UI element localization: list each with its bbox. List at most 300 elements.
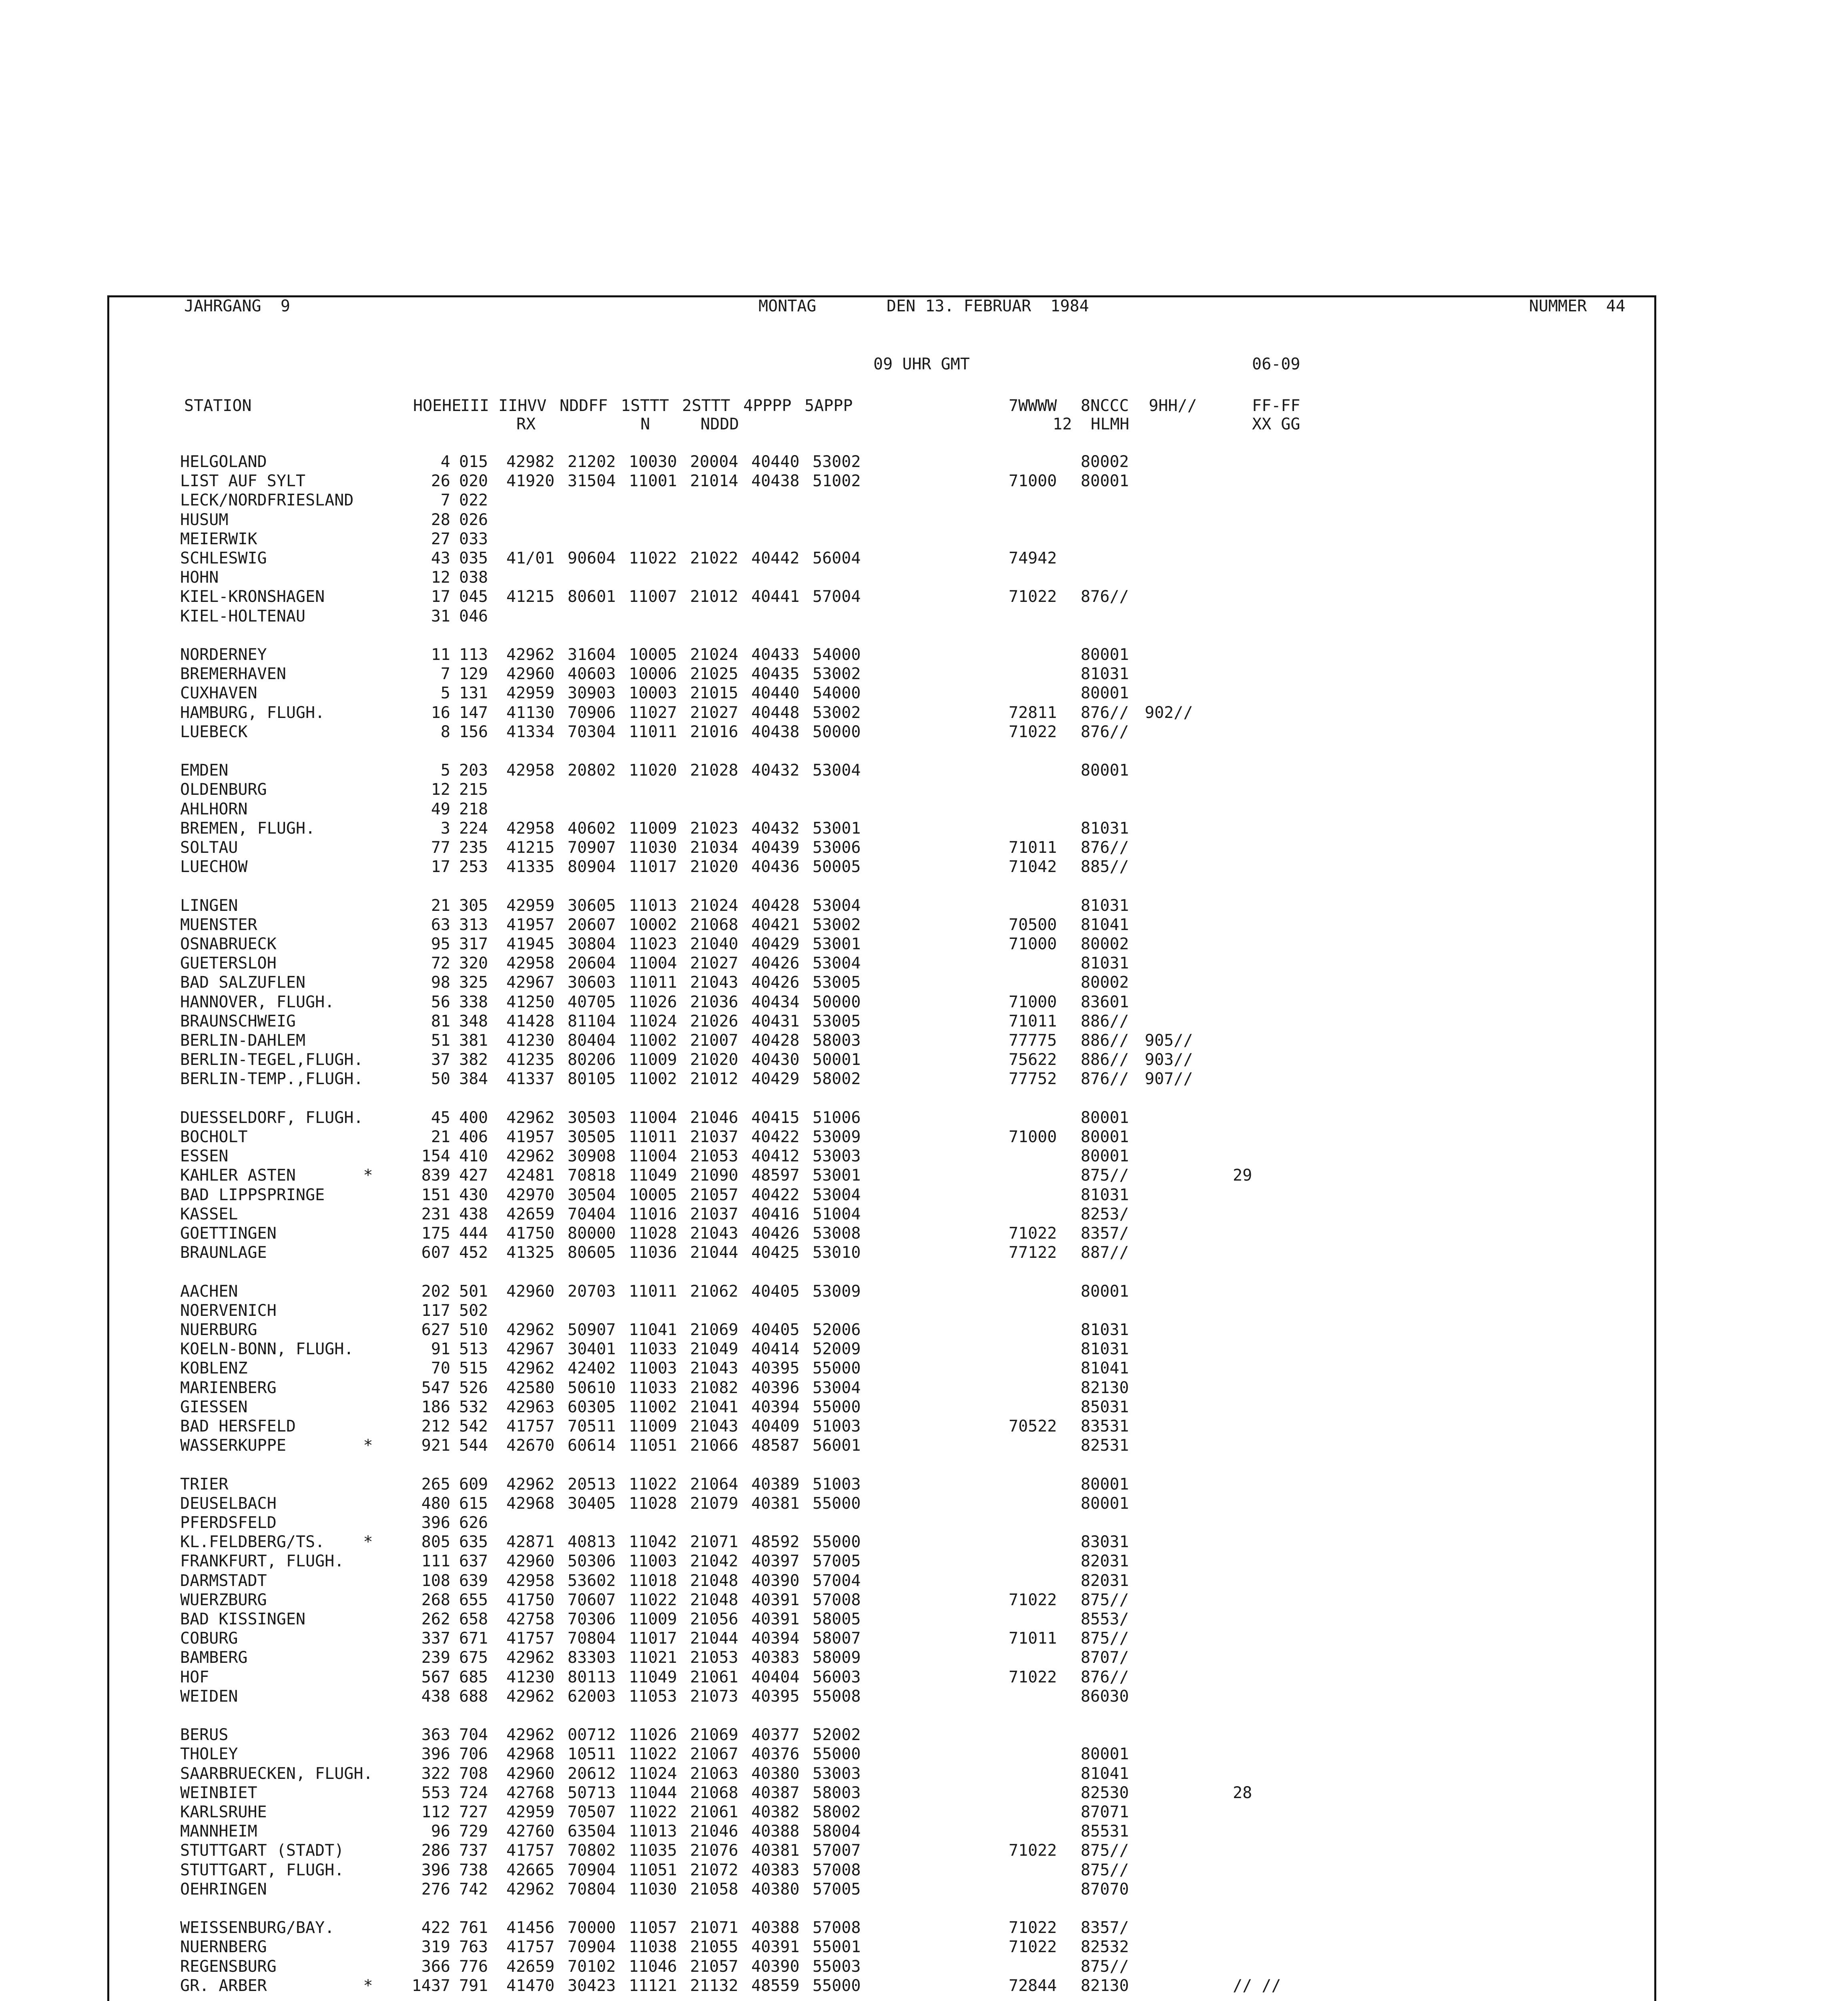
station-name: STUTTGART, FLUGH. [180, 1861, 344, 1879]
col-2sttt: 2STTT [682, 397, 730, 415]
nddff: 30908 [568, 1147, 616, 1166]
table-row [180, 1243, 1129, 1262]
table-row [180, 1764, 1129, 1783]
station-name: WASSERKUPPE * [180, 1436, 373, 1455]
nddff: 30423 [568, 1976, 616, 1995]
station-iii: 515 [459, 1359, 488, 1378]
table-row [180, 1957, 1129, 1976]
t1: 11009 [629, 1417, 677, 1436]
station-iii: 544 [459, 1436, 488, 1455]
table-row [180, 471, 1129, 491]
nccc: 80001 [1081, 1108, 1129, 1127]
wwww: 77752 [1009, 1070, 1057, 1089]
nddff: 70904 [568, 1938, 616, 1957]
station-hoehe: 4 [440, 453, 450, 471]
pppp: 40381 [751, 1494, 800, 1513]
t1: 11038 [629, 1938, 677, 1957]
nccc: 80001 [1081, 1128, 1129, 1146]
station-name: STUTTGART (STADT) [180, 1841, 344, 1860]
t2: 21067 [690, 1745, 738, 1764]
station-name: BAD LIPPSPRINGE [180, 1185, 325, 1204]
appp: 51004 [813, 1205, 861, 1223]
t2: 21068 [690, 915, 738, 934]
t1: 11027 [629, 703, 677, 722]
station-iii: 430 [459, 1185, 488, 1204]
t2: 21063 [690, 1764, 738, 1783]
nccc: 83531 [1081, 1417, 1129, 1436]
station-name: MEIERWIK [180, 529, 257, 548]
nddff: 40705 [568, 992, 616, 1011]
station-iii: 510 [459, 1321, 488, 1339]
station-name: NOERVENICH [180, 1301, 277, 1320]
nddff: 30903 [568, 684, 616, 703]
t1: 11023 [629, 935, 677, 953]
t2: 21057 [690, 1185, 738, 1204]
t2: 20004 [690, 453, 738, 471]
t1: 11028 [629, 1224, 677, 1243]
station-iii: 218 [459, 800, 488, 818]
t1: 11051 [629, 1861, 677, 1879]
t1: 11011 [629, 1282, 677, 1301]
pppp: 40441 [751, 587, 800, 606]
nccc: 81031 [1081, 1340, 1129, 1359]
nccc: 87071 [1081, 1803, 1129, 1821]
wwww: 71000 [1009, 992, 1057, 1011]
col-1sttt-sub: N [640, 415, 650, 433]
t1: 11009 [629, 1051, 677, 1069]
iihvv: 42962 [506, 1108, 555, 1127]
t1: 11026 [629, 1726, 677, 1744]
iihvv: 41215 [506, 587, 555, 606]
station-name: NORDERNEY [180, 646, 267, 664]
station-iii: 045 [459, 587, 488, 606]
nccc: 886// [1081, 1031, 1129, 1050]
appp: 53002 [813, 665, 861, 684]
station-hoehe: 231 [421, 1205, 450, 1223]
table-row [180, 954, 1129, 973]
station-hoehe: 438 [421, 1687, 450, 1706]
iihvv: 42962 [506, 1726, 555, 1744]
wwww: 71000 [1009, 935, 1057, 953]
t2: 21043 [690, 973, 738, 992]
appp: 50005 [813, 858, 861, 876]
t2: 21016 [690, 722, 738, 741]
station-hoehe: 262 [421, 1610, 450, 1628]
station-hoehe: 422 [421, 1919, 450, 1937]
nddff: 31604 [568, 646, 616, 664]
t1: 11024 [629, 1764, 677, 1783]
nccc: 81031 [1081, 819, 1129, 838]
t1: 10003 [629, 684, 677, 703]
nccc: 886// [1081, 1012, 1129, 1031]
pppp: 40388 [751, 1822, 800, 1841]
station-hoehe: 7 [440, 665, 450, 684]
appp: 51003 [813, 1475, 861, 1494]
station-hoehe: 480 [421, 1494, 450, 1513]
t2: 21025 [690, 665, 738, 684]
table-row [180, 1918, 1129, 1937]
nccc: 887// [1081, 1243, 1129, 1262]
pppp: 40422 [751, 1185, 800, 1204]
col-iihvv-sub: RX [516, 415, 536, 433]
t2: 21049 [690, 1340, 738, 1359]
iihvv: 41337 [506, 1070, 555, 1089]
iihvv: 42659 [506, 1957, 555, 1976]
appp: 53005 [813, 1012, 861, 1031]
pppp: 40426 [751, 1224, 800, 1243]
pppp: 40412 [751, 1147, 800, 1166]
col-1sttt: 1STTT [621, 397, 669, 415]
station-hoehe: 12 [431, 780, 450, 799]
station-name: BERLIN-TEGEL,FLUGH. [180, 1051, 363, 1069]
appp: 53004 [813, 896, 861, 915]
appp: 56004 [813, 549, 861, 567]
table-row [180, 1475, 1129, 1494]
t2: 21034 [690, 838, 738, 857]
iihvv: 41335 [506, 858, 555, 876]
station-iii: 038 [459, 568, 488, 587]
nddff: 20612 [568, 1764, 616, 1783]
t1: 10006 [629, 665, 677, 684]
nddff: 70102 [568, 1957, 616, 1976]
table-row [180, 1185, 1129, 1205]
col-8nccc-sub: HLMH [1091, 415, 1130, 433]
iihvv: 41456 [506, 1919, 555, 1937]
iihvv: 41230 [506, 1031, 555, 1050]
appp: 53001 [813, 935, 861, 953]
table-row [180, 1590, 1129, 1610]
station-name: LUEBECK [180, 722, 248, 741]
weekday-label: MONTAG [758, 297, 817, 315]
station-hoehe: 117 [421, 1301, 450, 1320]
pppp: 40430 [751, 1051, 800, 1069]
station-hoehe: 7 [440, 491, 450, 510]
table-row [180, 1166, 1252, 1185]
station-hoehe: 553 [421, 1783, 450, 1802]
nddff: 20703 [568, 1282, 616, 1301]
t2: 21015 [690, 684, 738, 703]
station-name: BREMERHAVEN [180, 665, 286, 684]
pppp: 40391 [751, 1590, 800, 1609]
station-iii: 671 [459, 1629, 488, 1648]
nccc: 80001 [1081, 1494, 1129, 1513]
table-row [180, 1725, 874, 1744]
pppp: 40405 [751, 1282, 800, 1301]
table-row [180, 780, 874, 799]
station-name: PFERDSFELD [180, 1514, 277, 1532]
station-name: BRAUNLAGE [180, 1243, 267, 1262]
station-name: FRANKFURT, FLUGH. [180, 1552, 344, 1571]
nddff: 70511 [568, 1417, 616, 1436]
table-row [180, 1205, 1129, 1224]
nccc: 875// [1081, 1861, 1129, 1879]
appp: 52009 [813, 1340, 861, 1359]
t1: 11022 [629, 1590, 677, 1609]
wwww: 77122 [1009, 1243, 1057, 1262]
station-hoehe: 337 [421, 1629, 450, 1648]
iihvv: 41334 [506, 722, 555, 741]
wwww: 77775 [1009, 1031, 1057, 1050]
station-hoehe: 276 [421, 1880, 450, 1899]
t1: 11042 [629, 1533, 677, 1552]
nddff: 81104 [568, 1012, 616, 1031]
col-7wwww-sub: 12 [1053, 415, 1072, 433]
wwww: 71022 [1009, 1668, 1057, 1686]
wwww: 71011 [1009, 1012, 1057, 1031]
station-iii: 704 [459, 1726, 488, 1744]
iihvv: 42962 [506, 1687, 555, 1706]
appp: 58007 [813, 1629, 861, 1648]
nddff: 31504 [568, 472, 616, 491]
station-name: GR. ARBER * [180, 1976, 373, 1995]
station-hoehe: 16 [431, 703, 450, 722]
pppp: 40421 [751, 915, 800, 934]
iihvv: 42959 [506, 896, 555, 915]
t2: 21022 [690, 549, 738, 567]
table-row [180, 1629, 1129, 1648]
nddff: 30401 [568, 1340, 616, 1359]
nccc: 875// [1081, 1590, 1129, 1609]
station-hoehe: 627 [421, 1321, 450, 1339]
t2: 21048 [690, 1590, 738, 1609]
station-hoehe: 17 [431, 587, 450, 606]
table-row [180, 549, 1057, 568]
station-hoehe: 51 [431, 1031, 450, 1050]
appp: 58003 [813, 1031, 861, 1050]
station-hoehe: 96 [431, 1822, 450, 1841]
nddff: 70306 [568, 1610, 616, 1628]
station-hoehe: 11 [431, 646, 450, 664]
station-name: AACHEN [180, 1282, 238, 1301]
station-name: LINGEN [180, 896, 238, 915]
t1: 11002 [629, 1070, 677, 1089]
station-iii: 406 [459, 1128, 488, 1146]
station-iii: 253 [459, 858, 488, 876]
pppp: 40383 [751, 1861, 800, 1879]
nccc: 82031 [1081, 1571, 1129, 1590]
station-name: BAD KISSINGEN [180, 1610, 306, 1628]
station-name: NUERNBERG [180, 1938, 267, 1957]
station-iii: 046 [459, 607, 488, 626]
nddff: 70804 [568, 1629, 616, 1648]
table-row [180, 1494, 1129, 1513]
pppp: 40426 [751, 973, 800, 992]
pppp: 40389 [751, 1475, 800, 1494]
nccc: 81031 [1081, 1321, 1129, 1339]
station-name: GIESSEN [180, 1397, 248, 1416]
table-row [180, 1050, 1193, 1069]
table-row [180, 529, 874, 549]
station-name: HANNOVER, FLUGH. [180, 992, 335, 1011]
station-name: THOLEY [180, 1745, 238, 1764]
jahrgang-label: JAHRGANG 9 [184, 297, 290, 315]
nddff: 10511 [568, 1745, 616, 1764]
station-iii: 022 [459, 491, 488, 510]
appp: 53001 [813, 819, 861, 838]
wwww: 71022 [1009, 587, 1057, 606]
station-iii: 526 [459, 1378, 488, 1397]
t1: 11011 [629, 973, 677, 992]
station-hoehe: 212 [421, 1417, 450, 1436]
t2: 21040 [690, 935, 738, 953]
nccc: 83601 [1081, 992, 1129, 1011]
appp: 55001 [813, 1938, 861, 1957]
table-row [180, 1417, 1129, 1436]
station-name: KOELN-BONN, FLUGH. [180, 1340, 354, 1359]
station-iii: 035 [459, 549, 488, 567]
station-iii: 348 [459, 1012, 488, 1031]
nccc: 8707/ [1081, 1648, 1129, 1667]
appp: 57008 [813, 1861, 861, 1879]
station-name: MANNHEIM [180, 1822, 257, 1841]
table-row [180, 838, 1129, 857]
t1: 11046 [629, 1957, 677, 1976]
pppp: 40383 [751, 1648, 800, 1667]
station-hoehe: 28 [431, 510, 450, 529]
pppp: 40429 [751, 935, 800, 953]
table-row [180, 1301, 874, 1320]
table-row [180, 1069, 1193, 1089]
station-hoehe: 319 [421, 1938, 450, 1957]
nccc: 8357/ [1081, 1919, 1129, 1937]
nddff: 70904 [568, 1861, 616, 1879]
wwww: 74942 [1009, 549, 1057, 567]
station-hoehe: 91 [431, 1340, 450, 1359]
wwww: 71000 [1009, 472, 1057, 491]
t2: 21036 [690, 992, 738, 1011]
iihvv: 41750 [506, 1590, 555, 1609]
station-iii: 156 [459, 722, 488, 741]
pppp: 40404 [751, 1668, 800, 1686]
t2: 21079 [690, 1494, 738, 1513]
col-iii: III [460, 397, 490, 415]
table-row [180, 1320, 1129, 1339]
wwww: 70522 [1009, 1417, 1057, 1436]
t2: 21043 [690, 1224, 738, 1243]
station-name: REGENSBURG [180, 1957, 277, 1976]
t1: 11004 [629, 1147, 677, 1166]
appp: 53003 [813, 1147, 861, 1166]
table-row [180, 1744, 1129, 1764]
hh: 903// [1145, 1051, 1193, 1069]
table-row [180, 857, 1129, 876]
station-hoehe: 50 [431, 1070, 450, 1089]
station-name: SCHLESWIG [180, 549, 267, 567]
table-row [180, 1282, 1129, 1301]
iihvv: 42962 [506, 1321, 555, 1339]
pppp: 40440 [751, 453, 800, 471]
station-iii: 113 [459, 646, 488, 664]
pppp: 40390 [751, 1571, 800, 1590]
wwww: 75622 [1009, 1051, 1057, 1069]
pppp: 40405 [751, 1321, 800, 1339]
table-row [180, 1378, 1129, 1397]
t2: 21071 [690, 1533, 738, 1552]
pppp: 48587 [751, 1436, 800, 1455]
issue-number: NUMMER 44 [1529, 297, 1625, 315]
nddff: 70818 [568, 1166, 616, 1185]
appp: 55000 [813, 1533, 861, 1552]
col-4pppp: 4PPPP [743, 397, 792, 415]
pppp: 40380 [751, 1764, 800, 1783]
station-iii: 626 [459, 1514, 488, 1532]
ffff: // // [1233, 1976, 1281, 1995]
appp: 53005 [813, 973, 861, 992]
table-row [180, 896, 1129, 915]
table-row [180, 1012, 1129, 1031]
nddff: 70404 [568, 1205, 616, 1223]
iihvv: 42962 [506, 1147, 555, 1166]
station-iii: 129 [459, 665, 488, 684]
nccc: 875// [1081, 1629, 1129, 1648]
t2: 21056 [690, 1610, 738, 1628]
nccc: 8357/ [1081, 1224, 1129, 1243]
iihvv: 41/01 [506, 549, 555, 567]
station-hoehe: 21 [431, 1128, 450, 1146]
iihvv: 41957 [506, 915, 555, 934]
pppp: 40380 [751, 1880, 800, 1899]
t2: 21024 [690, 646, 738, 664]
iihvv: 42760 [506, 1822, 555, 1841]
ffff: 29 [1233, 1166, 1252, 1185]
station-name: LUECHOW [180, 858, 248, 876]
station-name: BERUS [180, 1726, 229, 1744]
t1: 11033 [629, 1378, 677, 1397]
t2: 21042 [690, 1552, 738, 1571]
nccc: 886// [1081, 1051, 1129, 1069]
iihvv: 41750 [506, 1224, 555, 1243]
pppp: 48559 [751, 1976, 800, 1995]
station-iii: 737 [459, 1841, 488, 1860]
hh: 907// [1145, 1070, 1193, 1089]
station-name: BERLIN-DAHLEM [180, 1031, 306, 1050]
t2: 21082 [690, 1378, 738, 1397]
iihvv: 41215 [506, 838, 555, 857]
pppp: 40414 [751, 1340, 800, 1359]
station-iii: 655 [459, 1590, 488, 1609]
station-hoehe: 5 [440, 761, 450, 780]
station-iii: 317 [459, 935, 488, 953]
t1: 11030 [629, 1880, 677, 1899]
nddff: 20604 [568, 954, 616, 973]
pppp: 40382 [751, 1803, 800, 1821]
t1: 10030 [629, 453, 677, 471]
iihvv: 41250 [506, 992, 555, 1011]
station-name: BAD SALZUFLEN [180, 973, 306, 992]
station-iii: 513 [459, 1340, 488, 1359]
table-row [180, 1552, 1129, 1571]
iihvv: 41130 [506, 703, 555, 722]
table-row [180, 761, 1129, 780]
nddff: 30603 [568, 973, 616, 992]
pppp: 40396 [751, 1378, 800, 1397]
t2: 21043 [690, 1417, 738, 1436]
nccc: 876// [1081, 587, 1129, 606]
station-iii: 635 [459, 1533, 488, 1552]
table-row [180, 1976, 1281, 1995]
nccc: 82130 [1081, 1976, 1129, 1995]
station-hoehe: 8 [440, 722, 450, 741]
station-name: ESSEN [180, 1147, 229, 1166]
nddff: 30504 [568, 1185, 616, 1204]
appp: 57008 [813, 1919, 861, 1937]
nddff: 50907 [568, 1321, 616, 1339]
t2: 21061 [690, 1668, 738, 1686]
table-row [180, 568, 874, 587]
pppp: 40432 [751, 761, 800, 780]
nccc: 85031 [1081, 1397, 1129, 1416]
table-row [180, 1513, 874, 1532]
